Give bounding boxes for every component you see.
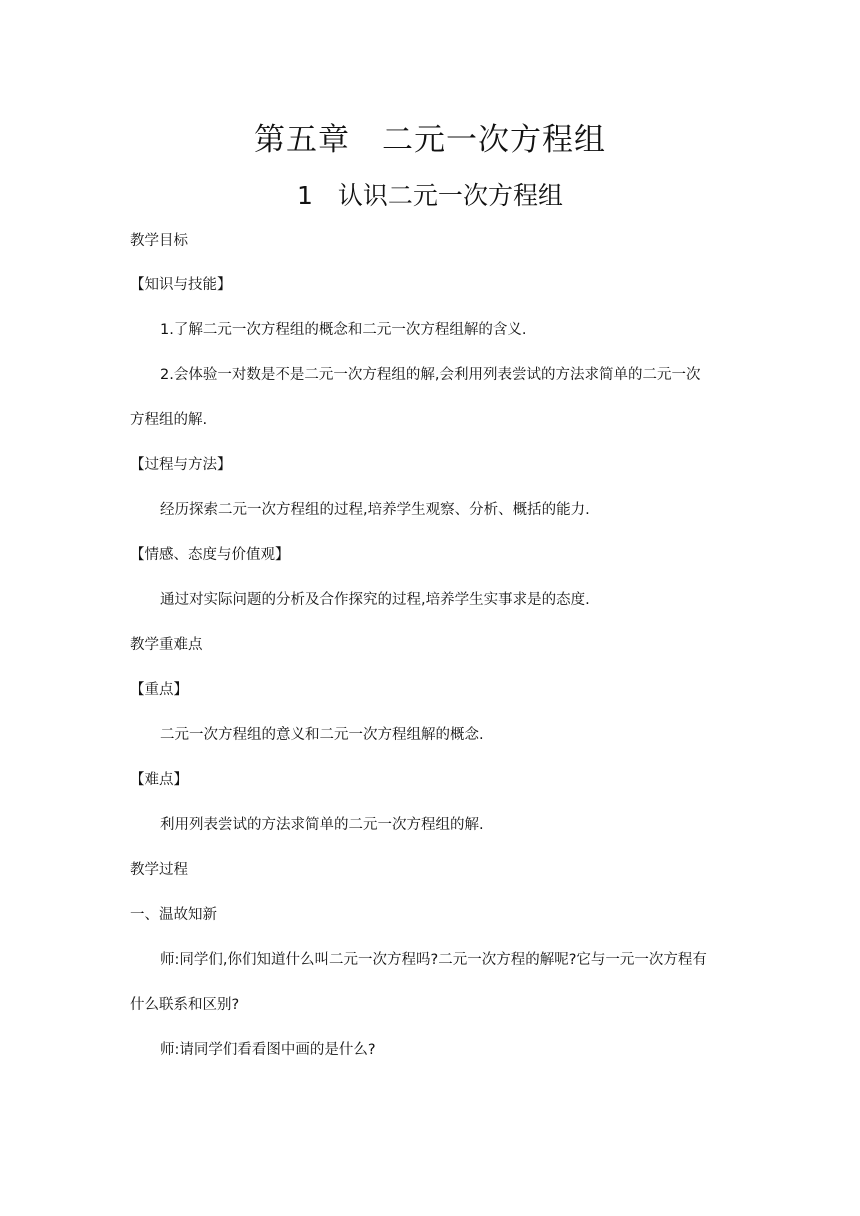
heading-key-difficult-points: 教学重难点 [130,637,203,653]
teacher-question-1-continued: 什么联系和区别? [130,997,240,1013]
subheading-key-point: 【重点】 [130,682,188,698]
goal-item-1: 1.了解二元一次方程组的概念和二元一次方程组解的含义. [160,322,527,338]
subheading-process-method: 【过程与方法】 [130,457,232,473]
subheading-emotion-attitude: 【情感、态度与价值观】 [130,547,290,563]
goal-item-2-continued: 方程组的解. [130,412,208,428]
difficult-point-text: 利用列表尝试的方法求简单的二元一次方程组的解. [160,817,484,833]
section-title: 1 认识二元一次方程组 [297,181,563,210]
process-method-text: 经历探索二元一次方程组的过程,培养学生观察、分析、概括的能力. [160,502,590,518]
emotion-attitude-text: 通过对实际问题的分析及合作探究的过程,培养学生实事求是的态度. [160,592,590,608]
subheading-review: 一、温故知新 [130,907,217,923]
subheading-difficult-point: 【难点】 [130,772,188,788]
teacher-question-2: 师:请同学们看看图中画的是什么? [160,1042,376,1058]
teacher-question-1: 师:同学们,你们知道什么叫二元一次方程吗?二元一次方程的解呢?它与一元一次方程有 [160,952,707,968]
chapter-title: 第五章 二元一次方程组 [254,122,606,158]
subheading-knowledge-skills: 【知识与技能】 [130,277,232,293]
goal-item-2: 2.会体验一对数是不是二元一次方程组的解,会利用列表尝试的方法求简单的二元一次 [160,367,701,383]
key-point-text: 二元一次方程组的意义和二元一次方程组解的概念. [160,727,484,743]
heading-teaching-goals: 教学目标 [130,233,188,249]
heading-teaching-process: 教学过程 [130,862,188,878]
